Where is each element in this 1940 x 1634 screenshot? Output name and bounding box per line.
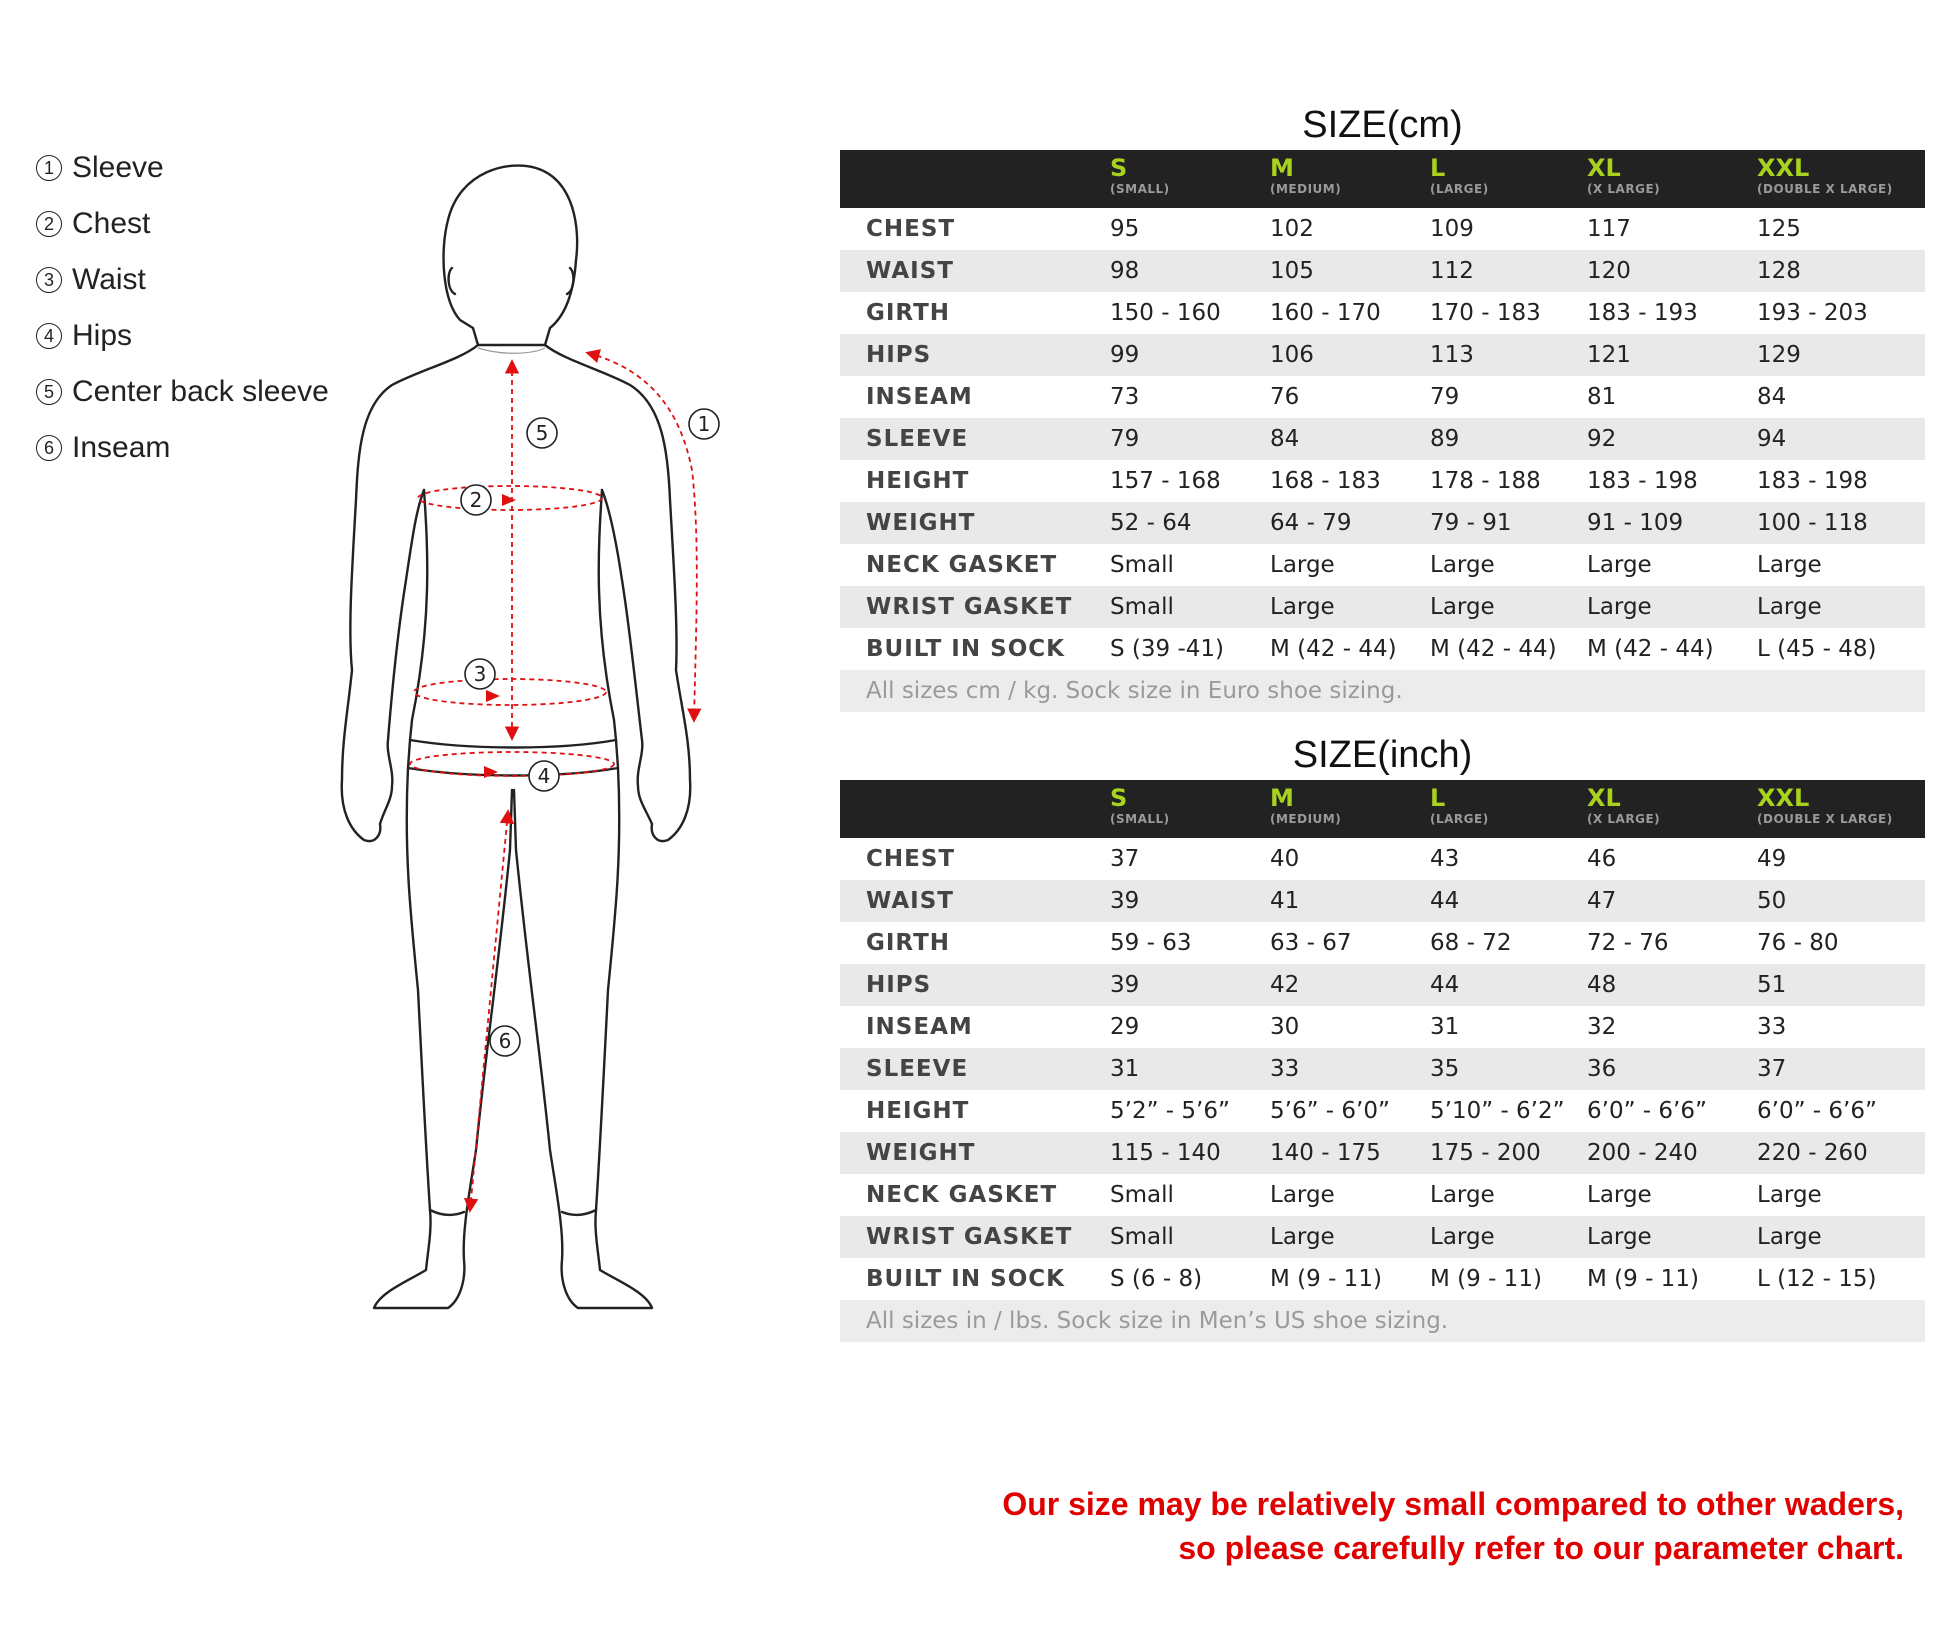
size-col-l: L (LARGE) (1430, 784, 1489, 826)
size-cm-note: All sizes cm / kg. Sock size in Euro shoe sizing. (840, 670, 1925, 712)
size-col-m: M (MEDIUM) (1270, 154, 1342, 196)
table-cell: M (9 - 11) (1270, 1266, 1382, 1292)
legend-label: Inseam (72, 431, 171, 464)
table-cell: 44 (1430, 888, 1460, 914)
table-row (840, 250, 1925, 292)
svg-text:3: 3 (473, 662, 487, 686)
table-cell: 98 (1110, 258, 1140, 284)
table-cell: 120 (1587, 258, 1631, 284)
table-cell: Large (1430, 594, 1495, 620)
table-cell: 115 - 140 (1110, 1140, 1221, 1166)
table-cell: 59 - 63 (1110, 930, 1192, 956)
table-cell: Large (1430, 1182, 1495, 1208)
table-cell: 125 (1757, 216, 1801, 242)
table-cell: 178 - 188 (1430, 468, 1541, 494)
table-cell: 170 - 183 (1430, 300, 1541, 326)
table-cell: Large (1757, 1224, 1822, 1250)
table-cell: 150 - 160 (1110, 300, 1221, 326)
row-label: WAIST (866, 888, 954, 914)
size-col-m: M (MEDIUM) (1270, 784, 1342, 826)
table-cell: 193 - 203 (1757, 300, 1868, 326)
marker-3 (465, 659, 495, 689)
table-row (840, 292, 1925, 334)
table-row (840, 922, 1925, 964)
table-row (840, 1132, 1925, 1174)
table-cell: 42 (1270, 972, 1300, 998)
table-cell: 99 (1110, 342, 1140, 368)
row-label: NECK GASKET (866, 552, 1058, 578)
table-cell: 29 (1110, 1014, 1140, 1040)
size-cm-title: SIZE(cm) (1302, 104, 1463, 146)
marker-6 (490, 1026, 520, 1056)
table-cell: 106 (1270, 342, 1314, 368)
table-cell: L (45 - 48) (1757, 636, 1877, 662)
table-cell: 76 (1270, 384, 1300, 410)
table-cell: 92 (1587, 426, 1617, 452)
table-cell: Large (1270, 594, 1335, 620)
table-cell: 72 - 76 (1587, 930, 1669, 956)
table-cell: 39 (1110, 888, 1140, 914)
legend-label: Waist (72, 263, 146, 296)
table-cell: 31 (1110, 1056, 1140, 1082)
table-row (840, 502, 1925, 544)
table-cell: 30 (1270, 1014, 1300, 1040)
table-cell: 183 - 193 (1587, 300, 1698, 326)
table-cell: 160 - 170 (1270, 300, 1381, 326)
table-cell: 81 (1587, 384, 1617, 410)
table-cell: M (42 - 44) (1587, 636, 1714, 662)
marker-2 (461, 485, 491, 515)
table-cell: 105 (1270, 258, 1314, 284)
table-row (840, 880, 1925, 922)
size-col-s: S (SMALL) (1110, 784, 1170, 826)
legend-number: 5 (36, 379, 62, 405)
table-cell: S (6 - 8) (1110, 1266, 1203, 1292)
legend-item-waist (36, 252, 329, 308)
table-cell: 46 (1587, 846, 1617, 872)
svg-text:5: 5 (535, 421, 549, 445)
table-cell: 48 (1587, 972, 1617, 998)
table-cell: Large (1757, 1182, 1822, 1208)
table-cell: 89 (1430, 426, 1460, 452)
table-cell: M (42 - 44) (1430, 636, 1557, 662)
table-cell: 79 - 91 (1430, 510, 1512, 536)
row-label: HEIGHT (866, 1098, 970, 1124)
table-cell: 49 (1757, 846, 1787, 872)
marker-5 (527, 418, 557, 448)
table-cell: 117 (1587, 216, 1631, 242)
table-cell: 94 (1757, 426, 1787, 452)
size-chart-cm (840, 100, 1925, 712)
table-cell: 47 (1587, 888, 1617, 914)
table-row (840, 1048, 1925, 1090)
table-row (840, 544, 1925, 586)
table-cell: Large (1587, 594, 1652, 620)
table-cell: 183 - 198 (1757, 468, 1868, 494)
size-table-cm (840, 150, 1925, 670)
table-cell: 52 - 64 (1110, 510, 1192, 536)
row-label: SLEEVE (866, 1056, 969, 1082)
size-chart-inch (840, 730, 1925, 1342)
table-row (840, 838, 1925, 880)
legend-number: 2 (36, 211, 62, 237)
table-cell: Small (1110, 552, 1174, 578)
size-warning-line2: so please carefully refer to our parameter chart. (1178, 1530, 1904, 1566)
table-cell: 40 (1270, 846, 1300, 872)
table-cell: 100 - 118 (1757, 510, 1868, 536)
row-label: CHEST (866, 846, 956, 872)
table-cell: 112 (1430, 258, 1474, 284)
table-cell: 109 (1430, 216, 1474, 242)
size-col-xl: XL (X LARGE) (1587, 784, 1661, 826)
table-cell: Large (1587, 1182, 1652, 1208)
size-inch-note: All sizes in / lbs. Sock size in Men’s US shoe sizing. (840, 1300, 1925, 1342)
table-row (840, 376, 1925, 418)
table-cell: L (12 - 15) (1757, 1266, 1877, 1292)
table-cell: 41 (1270, 888, 1300, 914)
row-label: HEIGHT (866, 468, 970, 494)
legend-number: 6 (36, 435, 62, 461)
row-label: WAIST (866, 258, 954, 284)
table-cell: Small (1110, 594, 1174, 620)
svg-text:2: 2 (469, 488, 483, 512)
table-cell: 157 - 168 (1110, 468, 1221, 494)
row-label: INSEAM (866, 384, 973, 410)
table-cell: 31 (1430, 1014, 1460, 1040)
table-cell: M (9 - 11) (1587, 1266, 1699, 1292)
row-label: GIRTH (866, 300, 951, 326)
size-warning-line1: Our size may be relatively small compared to other waders, (1002, 1486, 1904, 1522)
table-row (840, 460, 1925, 502)
row-label: BUILT IN SOCK (866, 636, 1065, 662)
table-row (840, 418, 1925, 460)
table-cell: Large (1270, 1182, 1335, 1208)
table-cell: 220 - 260 (1757, 1140, 1868, 1166)
table-cell: 5’10” - 6’2” (1430, 1098, 1565, 1124)
table-cell: 51 (1757, 972, 1787, 998)
table-cell: 91 - 109 (1587, 510, 1684, 536)
legend-label: Center back sleeve (72, 375, 329, 408)
table-row (840, 334, 1925, 376)
table-cell: 73 (1110, 384, 1140, 410)
row-label: HIPS (866, 972, 932, 998)
legend-item-chest (36, 196, 329, 252)
svg-text:6: 6 (498, 1029, 512, 1053)
size-table-inch-body (840, 838, 1925, 1300)
table-cell: 64 - 79 (1270, 510, 1352, 536)
table-cell: 33 (1270, 1056, 1300, 1082)
table-row (840, 1216, 1925, 1258)
row-label: SLEEVE (866, 426, 969, 452)
row-label: WEIGHT (866, 510, 976, 536)
legend-label: Hips (72, 319, 133, 352)
size-header-row (840, 150, 1925, 208)
table-cell: Small (1110, 1182, 1174, 1208)
size-col-xl: XL (X LARGE) (1587, 154, 1661, 196)
table-cell: 50 (1757, 888, 1787, 914)
table-cell: 84 (1270, 426, 1300, 452)
row-label: WRIST GASKET (866, 594, 1073, 620)
table-cell: 39 (1110, 972, 1140, 998)
table-cell: 32 (1587, 1014, 1617, 1040)
row-label: HIPS (866, 342, 932, 368)
row-label: INSEAM (866, 1014, 973, 1040)
table-cell: 200 - 240 (1587, 1140, 1698, 1166)
table-cell: 84 (1757, 384, 1787, 410)
table-row (840, 1090, 1925, 1132)
table-cell: M (42 - 44) (1270, 636, 1397, 662)
table-cell: 63 - 67 (1270, 930, 1352, 956)
body-outline (342, 166, 691, 1308)
legend-number: 1 (36, 155, 62, 181)
table-row (840, 628, 1925, 670)
size-warning (1002, 1482, 1904, 1570)
table-cell: 37 (1757, 1056, 1787, 1082)
table-cell: 68 - 72 (1430, 930, 1512, 956)
table-cell: 102 (1270, 216, 1314, 242)
svg-text:1: 1 (697, 412, 711, 436)
table-cell: 5’6” - 6’0” (1270, 1098, 1390, 1124)
table-row (840, 586, 1925, 628)
table-cell: 44 (1430, 972, 1460, 998)
table-cell: Large (1430, 552, 1495, 578)
size-col-s: S (SMALL) (1110, 154, 1170, 196)
svg-text:4: 4 (537, 764, 551, 788)
size-table-cm-body (840, 208, 1925, 670)
size-header-row (840, 780, 1925, 838)
table-row (840, 964, 1925, 1006)
table-cell: 5’2” - 5’6” (1110, 1098, 1230, 1124)
table-cell: 175 - 200 (1430, 1140, 1541, 1166)
row-label: WEIGHT (866, 1140, 976, 1166)
table-cell: 43 (1430, 846, 1460, 872)
size-col-l: L (LARGE) (1430, 154, 1489, 196)
table-cell: 113 (1430, 342, 1474, 368)
table-cell: Large (1587, 1224, 1652, 1250)
figure-markers (461, 418, 559, 1056)
size-col-xxl: XXL (DOUBLE X LARGE) (1757, 784, 1893, 826)
legend-number: 3 (36, 267, 62, 293)
table-cell: 183 - 198 (1587, 468, 1698, 494)
table-cell: 76 - 80 (1757, 930, 1839, 956)
legend-item-hips (36, 308, 329, 364)
legend-label: Sleeve (72, 151, 164, 184)
table-cell: 6’0” - 6’6” (1757, 1098, 1877, 1124)
table-row (840, 1174, 1925, 1216)
legend-item-sleeve (36, 140, 329, 196)
table-cell: Large (1757, 552, 1822, 578)
table-cell: 37 (1110, 846, 1140, 872)
legend-label: Chest (72, 207, 151, 240)
table-cell: 128 (1757, 258, 1801, 284)
table-cell: Large (1430, 1224, 1495, 1250)
table-cell: 168 - 183 (1270, 468, 1381, 494)
row-label: WRIST GASKET (866, 1224, 1073, 1250)
table-cell: 95 (1110, 216, 1140, 242)
table-cell: 6’0” - 6’6” (1587, 1098, 1707, 1124)
size-table-inch (840, 780, 1925, 1300)
measurement-legend (36, 140, 329, 476)
size-col-xxl: XXL (DOUBLE X LARGE) (1757, 154, 1893, 196)
body-figure (330, 150, 710, 1310)
legend-item-center-back-sleeve (36, 364, 329, 420)
row-label: NECK GASKET (866, 1182, 1058, 1208)
size-inch-title: SIZE(inch) (1292, 734, 1473, 776)
legend-item-inseam (36, 420, 329, 476)
table-cell: 121 (1587, 342, 1631, 368)
table-cell: Small (1110, 1224, 1174, 1250)
table-cell: 140 - 175 (1270, 1140, 1381, 1166)
table-cell: Large (1757, 594, 1822, 620)
row-label: BUILT IN SOCK (866, 1266, 1065, 1292)
table-cell: 129 (1757, 342, 1801, 368)
table-row (840, 1258, 1925, 1300)
marker-1-badge (684, 404, 724, 444)
table-cell: 79 (1110, 426, 1140, 452)
row-label: CHEST (866, 216, 956, 242)
legend-number: 4 (36, 323, 62, 349)
table-cell: Large (1270, 552, 1335, 578)
table-cell: 35 (1430, 1056, 1460, 1082)
table-row (840, 1006, 1925, 1048)
table-cell: 36 (1587, 1056, 1617, 1082)
table-cell: 33 (1757, 1014, 1787, 1040)
table-cell: S (39 -41) (1110, 636, 1225, 662)
row-label: GIRTH (866, 930, 951, 956)
table-row (840, 208, 1925, 250)
marker-4 (529, 761, 559, 791)
table-cell: Large (1587, 552, 1652, 578)
table-cell: Large (1270, 1224, 1335, 1250)
table-cell: M (9 - 11) (1430, 1266, 1542, 1292)
table-cell: 79 (1430, 384, 1460, 410)
